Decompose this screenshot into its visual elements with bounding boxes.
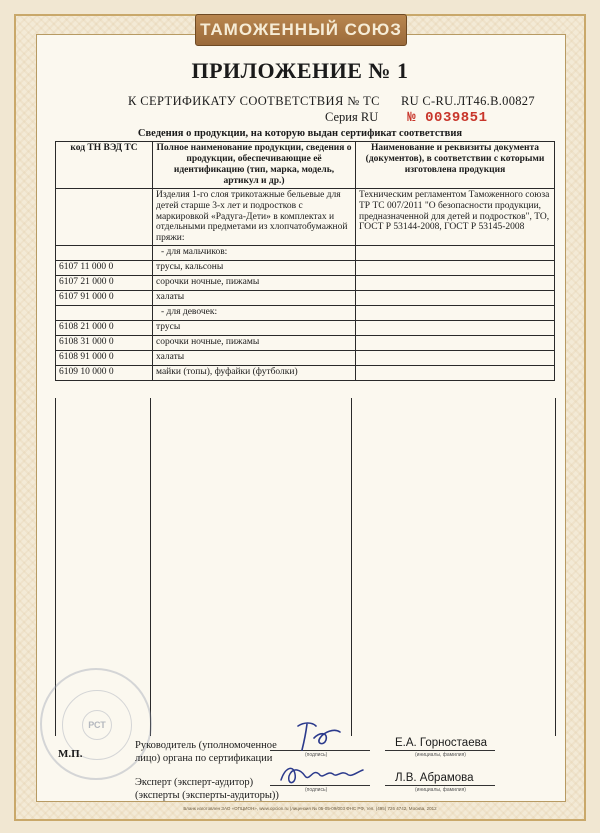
group-doc-cell <box>356 246 555 261</box>
expert-label-line2: (эксперты (эксперты-аудиторы)) <box>135 790 279 801</box>
row-doc <box>356 276 555 291</box>
header-product: Полное наименование продукции, сведения о продукции, обеспечивающие её идентификацию (тип, марка, модель, артикул и др.) <box>153 142 356 189</box>
row-doc <box>356 366 555 381</box>
head-name: Е.А. Горностаева <box>395 737 487 749</box>
header-code: код ТН ВЭД ТС <box>56 142 153 189</box>
page-title: ПРИЛОЖЕНИЕ № 1 <box>191 58 409 83</box>
row-code: 6108 31 000 0 <box>56 336 153 351</box>
row-code: 6107 91 000 0 <box>56 291 153 306</box>
head-label-line2: лицо) органа по сертификации <box>135 753 273 764</box>
table-row <box>56 261 555 276</box>
row-product: трусы <box>153 321 356 336</box>
series-label: Серия RU <box>325 110 379 124</box>
head-label <box>135 739 277 765</box>
customs-union-banner: ТАМОЖЕННЫЙ СОЮЗ <box>195 14 407 46</box>
head-signature <box>290 718 350 758</box>
series-number <box>407 110 487 126</box>
header-document: Наименование и реквизиты документа (документов), в соответствии с которыми изготовлена продукция <box>356 142 555 189</box>
row-product: халаты <box>153 351 356 366</box>
group-code-cell <box>56 246 153 261</box>
head-label-line1: Руководитель (уполномоченное <box>135 740 277 751</box>
seal-emblem: РСТ <box>82 710 112 740</box>
expert-name: Л.В. Абрамова <box>395 772 474 784</box>
series-line <box>325 110 487 126</box>
intro-code-cell <box>56 188 153 246</box>
row-code: 6107 11 000 0 <box>56 261 153 276</box>
series-prefix: № <box>407 110 417 126</box>
table-row <box>56 291 555 306</box>
intro-document-cell: Техническим регламентом Таможенного союза ТР ТС 007/2011 "О безопасности продукции, предназначенной для детей и подростков", ТО, ГОСТ Р 53144-2008, ГОСТ Р 53145-2008 <box>356 188 555 246</box>
certificate-label: К СЕРТИФИКАТУ СООТВЕТСТВИЯ № ТС <box>128 94 380 108</box>
table-row <box>56 366 555 381</box>
row-doc <box>356 261 555 276</box>
row-code: 6108 21 000 0 <box>56 321 153 336</box>
row-product: сорочки ночные, пижамы <box>153 336 356 351</box>
products-table <box>55 141 555 381</box>
table-row <box>56 336 555 351</box>
expert-label-line1: Эксперт (эксперт-аудитор) <box>135 777 254 788</box>
girls-group-label: - для девочек: <box>153 306 356 321</box>
row-doc <box>356 291 555 306</box>
row-code: 6107 21 000 0 <box>56 276 153 291</box>
table-caption: Сведения о продукции, на которую выдан сертификат соответствия <box>137 128 463 139</box>
table-divider <box>351 398 352 736</box>
expert-label <box>135 776 279 802</box>
table-row <box>56 351 555 366</box>
row-code: 6109 10 000 0 <box>56 366 153 381</box>
row-doc <box>356 351 555 366</box>
expert-name-line <box>385 785 495 786</box>
form-footer: Бланк изготовлен ЗАО «ОПЦИОН», www.opcion.ru (лицензия № 05-05-09/003 ФНС РФ, тел. (495) 726 4742, Москва, 2012 <box>183 806 437 811</box>
certificate-number: RU C-RU.ЛТ46.В.00827 <box>400 94 535 108</box>
series-digits: 0039851 <box>425 110 488 126</box>
expert-signature-caption: (подпись) <box>305 787 328 793</box>
expert-name-caption: (инициалы, фамилия) <box>415 787 466 793</box>
certificate-line <box>128 94 535 109</box>
row-product: халаты <box>153 291 356 306</box>
expert-signature <box>275 758 370 790</box>
row-code: 6108 91 000 0 <box>56 351 153 366</box>
head-name-caption: (инициалы, фамилия) <box>415 752 466 758</box>
group-code-cell <box>56 306 153 321</box>
boys-group-label: - для мальчиков: <box>153 246 356 261</box>
row-product: трусы, кальсоны <box>153 261 356 276</box>
group-doc-cell <box>356 306 555 321</box>
table-row <box>56 276 555 291</box>
row-doc <box>356 321 555 336</box>
row-product: сорочки ночные, пижамы <box>153 276 356 291</box>
mp-label: М.П. <box>58 748 83 760</box>
row-product: майки (топы), фуфайки (футболки) <box>153 366 356 381</box>
head-signature-caption: (подпись) <box>305 752 328 758</box>
head-name-line <box>385 750 495 751</box>
row-doc <box>356 336 555 351</box>
table-divider <box>555 398 556 736</box>
table-divider <box>150 398 151 736</box>
intro-product-cell: Изделия 1-го слоя трикотажные бельевые для детей старше 3-х лет и подростков с маркировкой «Радуга-Дети» в комплектах и отдельными предметами из хлопчатобумажной пряжи: <box>153 188 356 246</box>
table-row <box>56 321 555 336</box>
